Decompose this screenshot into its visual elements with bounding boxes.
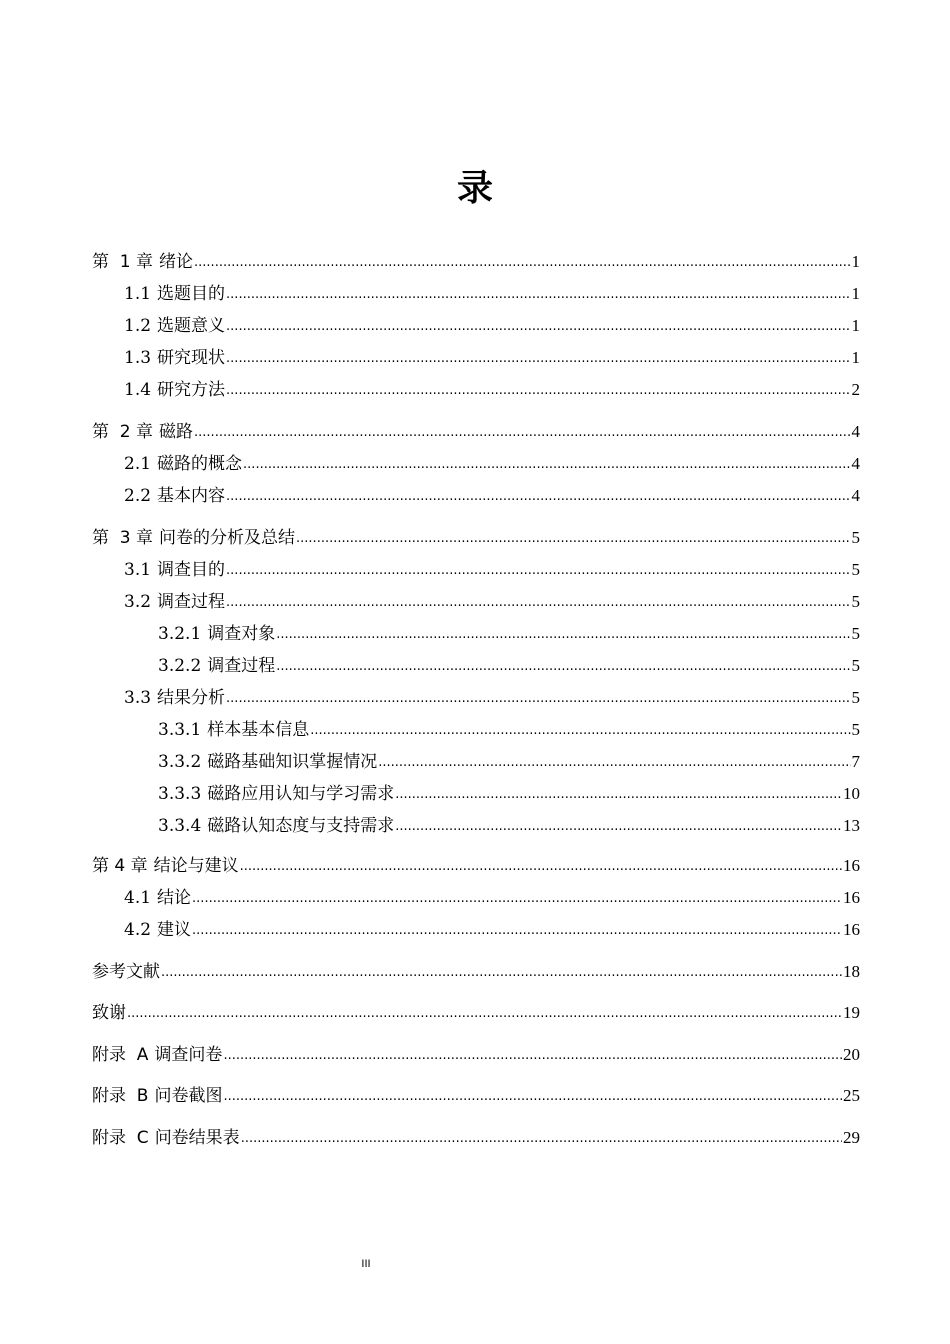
toc-leader-dots [395,788,842,802]
toc-entry-text: 调查过程 [207,656,276,676]
toc-entry-text: 研究方法 [157,380,226,400]
toc-entry-page: 4 [851,422,860,441]
toc-entry-text: 样本基本信息 [207,720,310,740]
toc-entry[interactable] [92,807,860,837]
toc-entry-page: 5 [851,560,860,579]
toc-entry-number: 2.1 [124,454,152,474]
toc-entry-label [92,961,160,983]
toc-entry-label [92,783,394,805]
toc-leader-dots [395,820,842,834]
toc-entry-page: 25 [843,1086,860,1105]
toc-leader-dots [226,384,850,398]
toc-entry-page: 1 [851,316,860,335]
toc-entry-label [92,855,239,877]
toc-entry-number: 附录 C [92,1128,149,1148]
toc-leader-dots [243,458,850,472]
toc-title: 录 [456,167,493,209]
toc-entry-page: 1 [851,348,860,367]
toc-entry-text: 结果分析 [157,688,226,708]
toc-leader-dots [127,1007,842,1021]
toc-entry-number: 4.2 [124,920,152,940]
toc-entry[interactable] [92,339,860,369]
toc-entry-page: 5 [851,720,860,739]
toc-entry[interactable] [92,953,860,983]
toc-leader-dots [192,924,842,938]
toc-entry-page: 5 [851,528,860,547]
toc-entry[interactable] [92,413,860,443]
toc-leader-dots [241,1132,842,1146]
toc-entry[interactable] [92,994,860,1024]
toc-entry-label [92,1127,240,1149]
toc-entry-label [92,1002,126,1024]
toc-entry-number: 1.2 [124,316,152,336]
toc-leader-dots [226,352,850,366]
toc-entry-label [92,655,275,677]
toc-entry[interactable] [92,477,860,507]
toc-entry-number: 3.3.2 [158,752,202,772]
toc-entry[interactable] [92,371,860,401]
toc-leader-dots [296,532,850,546]
toc-entry-text: 选题意义 [157,316,226,336]
toc-entry-label [92,919,191,941]
toc-entry-text: 磁路基础知识掌握情况 [207,752,378,772]
toc-entry-number: 2.2 [124,486,152,506]
toc-entry[interactable] [92,1119,860,1149]
toc-leader-dots [226,596,850,610]
toc-leader-dots [240,860,842,874]
toc-entry-number: 3.2 [124,592,152,612]
toc-entry[interactable] [92,275,860,305]
toc-entry-label [92,719,309,741]
toc-entry-number: 4.1 [124,888,152,908]
toc-entry[interactable] [92,743,860,773]
toc-entry-text: 基本内容 [157,486,226,506]
toc-entry-page: 10 [843,784,860,803]
toc-leader-dots [226,320,850,334]
toc-entry[interactable] [92,911,860,941]
toc-entry-label [92,485,225,507]
toc-entry-number: 3.2.1 [158,624,202,644]
toc-entry-number: 3.3.3 [158,784,202,804]
toc-entry-page: 16 [843,856,860,875]
toc-entry-label [92,887,191,909]
toc-entry-page: 5 [851,656,860,675]
toc-entry-text: 致谢 [92,1003,126,1023]
toc-entry-label [92,623,275,645]
toc-leader-dots [310,724,850,738]
toc-entry[interactable] [92,445,860,475]
toc-entry-number: 3.1 [124,560,152,580]
toc-leader-dots [226,564,850,578]
toc-entry[interactable] [92,1077,860,1107]
toc-entry[interactable] [92,519,860,549]
toc-entry-label [92,1085,222,1107]
toc-entry-page: 20 [843,1045,860,1064]
toc-leader-dots [226,692,850,706]
toc-entry[interactable] [92,711,860,741]
toc-entry-label [92,815,394,837]
toc-entry[interactable] [92,847,860,877]
toc-entry-number: 3.3 [124,688,152,708]
toc-leader-dots [223,1049,842,1063]
toc-entry-page: 7 [851,752,860,771]
toc-entry-label [92,527,295,549]
toc-entry-page: 16 [843,888,860,907]
toc-entry[interactable] [92,647,860,677]
toc-entry-number: 3.2.2 [158,656,202,676]
toc-entry-text: 绪论 [159,252,194,272]
toc-entry[interactable] [92,775,860,805]
toc-entry-label [92,283,225,305]
toc-entry[interactable] [92,615,860,645]
toc-entry-page: 2 [851,380,860,399]
toc-entry-text: 调查过程 [157,592,226,612]
toc-entry[interactable] [92,583,860,613]
toc-entry-text: 磁路 [159,422,194,442]
toc-entry-label [92,347,225,369]
toc-entry-page: 5 [851,592,860,611]
toc-entry-text: 磁路应用认知与学习需求 [207,784,395,804]
toc-entry-label [92,421,193,443]
toc-entry-text: 问卷结果表 [154,1128,240,1148]
toc-entry-text: 结论 [157,888,192,908]
toc-leader-dots [223,1090,842,1104]
toc-entry[interactable] [92,551,860,581]
toc-leader-dots [194,426,850,440]
toc-entry[interactable] [92,1036,860,1066]
toc-leader-dots [192,892,842,906]
toc-entry-text: 建议 [157,920,192,940]
toc-entry-label [92,251,193,273]
toc-entry-page: 29 [843,1128,860,1147]
toc-entry-text: 调查问卷 [154,1045,223,1065]
toc-entry-text: 调查对象 [207,624,276,644]
toc-entry[interactable] [92,879,860,909]
toc-entry-label [92,1044,222,1066]
toc-entry-page: 1 [851,284,860,303]
toc-entry-number: 3.3.4 [158,816,202,836]
toc-entry-page: 18 [843,962,860,981]
toc-entry-number: 1.4 [124,380,152,400]
toc-entry-number: 附录 B [92,1086,149,1106]
toc-entry-page: 16 [843,920,860,939]
toc-entry-page: 5 [851,688,860,707]
toc-entry-text: 选题目的 [157,284,226,304]
toc-entry-text: 参考文献 [92,962,160,982]
toc-entry-page: 13 [843,816,860,835]
toc-leader-dots [226,490,850,504]
toc-entry-label [92,453,242,475]
toc-entry-text: 问卷的分析及总结 [159,528,296,548]
toc-entry-number: 附录 A [92,1045,149,1065]
toc-leader-dots [194,256,850,270]
toc-entry[interactable] [92,307,860,337]
toc-entry-label [92,751,377,773]
toc-entry-label [92,379,225,401]
toc-leader-dots [276,660,850,674]
toc-leader-dots [276,628,850,642]
toc-entry-page: 5 [851,624,860,643]
toc-entry[interactable] [92,679,860,709]
toc-entry-page: 1 [851,252,860,271]
toc-entry-number: 3.3.1 [158,720,202,740]
toc-entry-label [92,591,225,613]
toc-entry-number: 第 1 章 [92,252,154,272]
toc-entry-page: 4 [851,486,860,505]
toc-entry-number: 第 4 章 [92,856,148,876]
toc-entry-number: 1.1 [124,284,152,304]
page-number-footer: III [361,1258,371,1270]
toc-entry-text: 调查目的 [157,560,226,580]
toc-entry-label [92,559,225,581]
toc-entry-label [92,315,225,337]
toc-entry-text: 问卷截图 [154,1086,223,1106]
toc-entry-number: 1.3 [124,348,152,368]
toc-entry-label [92,687,225,709]
toc-entry-text: 研究现状 [157,348,226,368]
toc-leader-dots [226,288,850,302]
toc-entry[interactable] [92,243,860,273]
toc-leader-dots [378,756,850,770]
toc-entry-number: 第 3 章 [92,528,154,548]
toc-entry-page: 19 [843,1003,860,1022]
toc-entry-page: 4 [851,454,860,473]
toc-leader-dots [161,966,842,980]
toc-entry-text: 磁路认知态度与支持需求 [207,816,395,836]
toc-entry-text: 磁路的概念 [157,454,243,474]
toc-entry-number: 第 2 章 [92,422,154,442]
toc-entry-text: 结论与建议 [153,856,239,876]
